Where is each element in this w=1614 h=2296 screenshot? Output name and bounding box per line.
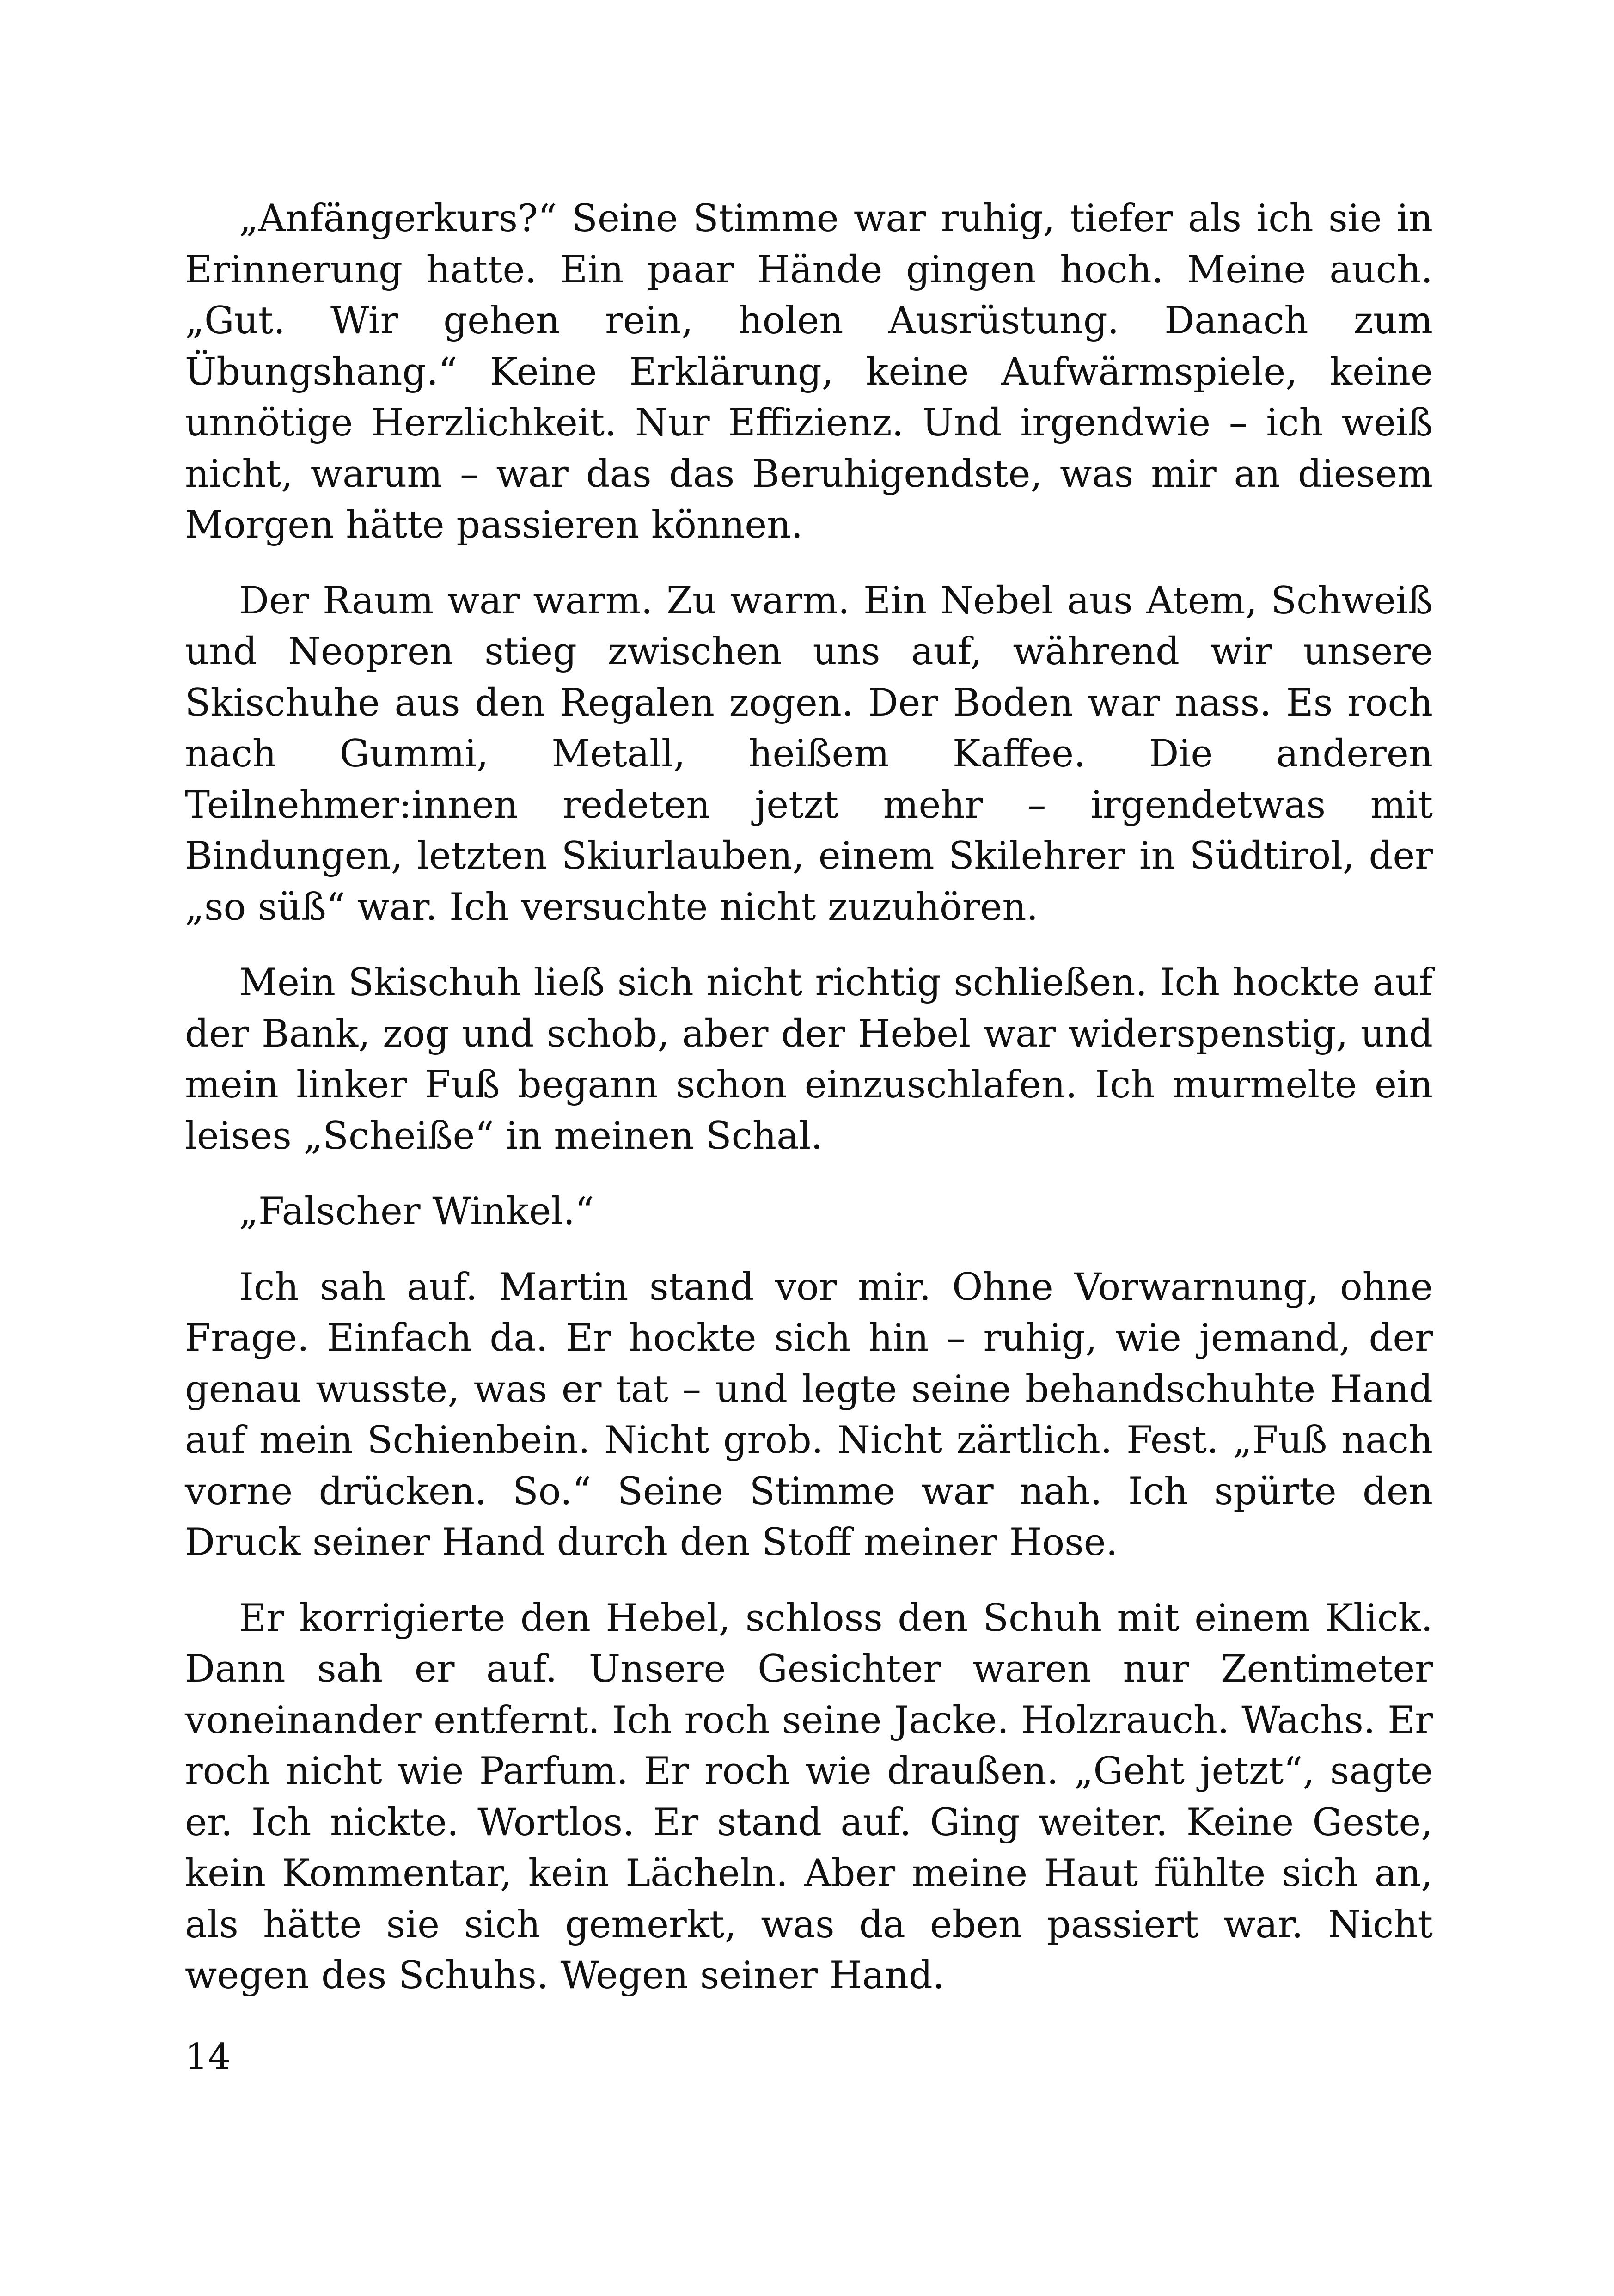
paragraph-4: „Falscher Winkel.“	[239, 1190, 594, 1233]
body-text	[185, 193, 1433, 2026]
page-number: 14	[185, 2036, 231, 2078]
paragraph-2: Der Raum war warm. Zu warm. Ein Nebel aus Atem, Schweiß und Neopren stieg zwischen uns auf, während wir unsere Skischuhe aus den Regalen zogen. Der Boden war nass. Es roch nach Gummi, Metall, heißem Kaffee. Die anderen Teilnehmer:innen redeten jetzt mehr – irgendetwas mit Bindungen, letzten Skiurlauben, einem Skilehrer in Südtirol, der „so süß“ war. Ich versuchte nicht zuzuhören.	[185, 579, 1433, 929]
paragraph-5: Ich sah auf. Martin stand vor mir. Ohne Vorwarnung, ohne Frage. Einfach da. Er hockte sich hin – ruhig, wie jemand, der genau wusste, was er tat – und legte seine behandschuhte Hand auf mein Schienbein. Nicht grob. Nicht zärtlich. Fest. „Fuß nach vorne drücken. So.“ Seine Stimme war nah. Ich spürte den Druck seiner Hand durch den Stoff meiner Hose.	[185, 1265, 1433, 1564]
paragraph-3: Mein Skischuh ließ sich nicht richtig schließen. Ich hockte auf der Bank, zog und schob, aber der Hebel war widerspenstig, und mein linker Fuß begann schon einzuschlafen. Ich murmelte ein leises „Scheiße“ in meinen Schal.	[185, 961, 1433, 1158]
paragraph-1: „Anfängerkurs?“ Seine Stimme war ruhig, tiefer als ich sie in Erinnerung hatte. Ein paar Hände gingen hoch. Meine auch. „Gut. Wir gehen rein, holen Ausrüstung. Danach zum Übungshang.“ Keine Erklärung, keine Aufwärmspiele, keine unnötige Herzlichkeit. Nur Effizienz. Und irgendwie – ich weiß nicht, warum – war das das Beruhigendste, was mir an diesem Morgen hätte passieren können.	[185, 197, 1433, 547]
paragraph-6: Er korrigierte den Hebel, schloss den Schuh mit einem Klick. Dann sah er auf. Unsere Gesichter waren nur Zentimeter voneinander entfernt. Ich roch seine Jacke. Holzrauch. Wachs. Er roch nicht wie Parfum. Er roch wie draußen. „Geht jetzt“, sagte er. Ich nickte. Wortlos. Er stand auf. Ging weiter. Keine Geste, kein Kommentar, kein Lächeln. Aber meine Haut fühlte sich an, als hätte sie sich gemerkt, was da eben passiert war. Nicht wegen des Schuhs. Wegen seiner Hand.	[185, 1596, 1433, 1997]
